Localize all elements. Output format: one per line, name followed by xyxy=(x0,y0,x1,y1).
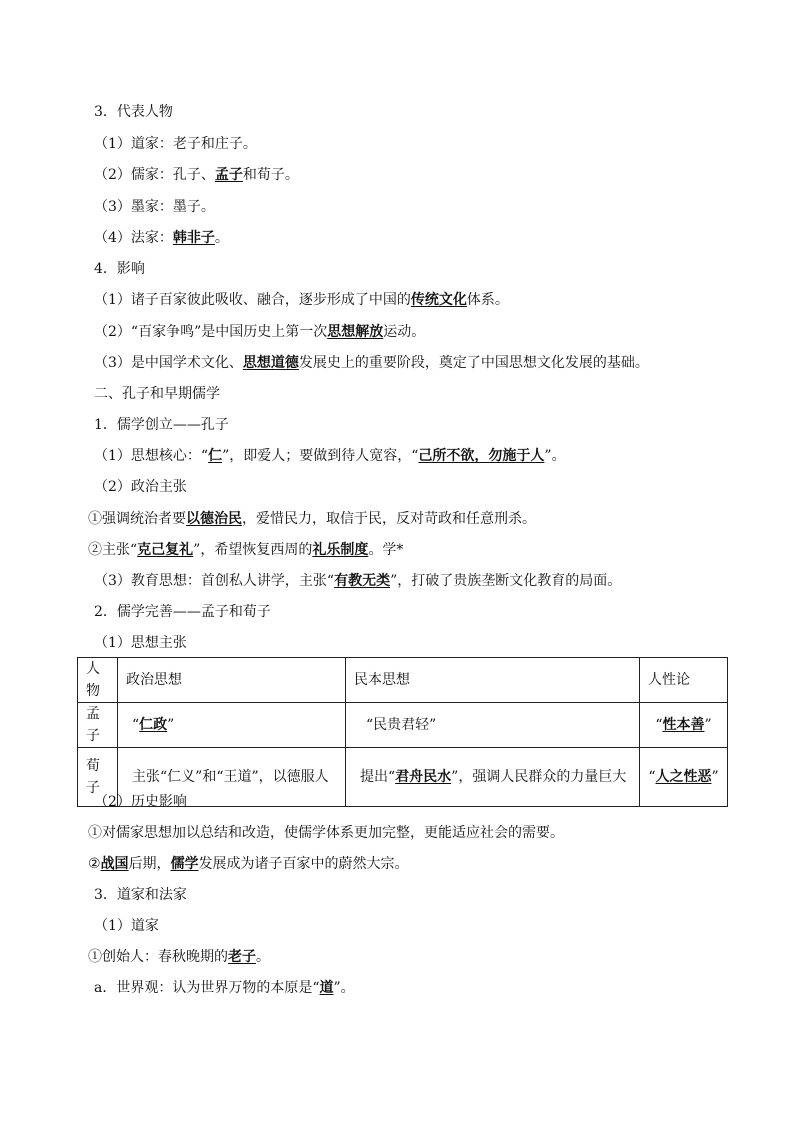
text-run: 1．儒学创立——孔子 xyxy=(94,417,229,433)
text-run: 2．儒学完善——孟子和荀子 xyxy=(94,604,271,620)
text-run: 后期， xyxy=(128,856,171,872)
text-run: ② xyxy=(88,856,101,872)
text-line xyxy=(94,353,649,373)
text-line xyxy=(94,602,271,622)
text-line xyxy=(94,322,425,342)
key-term: 礼乐制度 xyxy=(312,542,369,558)
text-run: 孟子 xyxy=(86,706,100,744)
text-run: 二、孔子和早期儒学 xyxy=(94,386,220,402)
table-header-cell: 人性论 xyxy=(640,658,728,703)
text-line xyxy=(94,259,145,279)
text-run: （3）墨家：墨子。 xyxy=(94,199,215,215)
text-run: 。 xyxy=(256,949,270,965)
key-term: 有教无类 xyxy=(334,573,391,589)
text-run: ” xyxy=(704,717,712,733)
key-term: 战国 xyxy=(100,856,129,872)
text-run: 提出“ xyxy=(360,769,396,785)
text-line xyxy=(94,197,215,217)
text-line xyxy=(94,633,187,653)
key-term: 己所不欲，勿施于人 xyxy=(418,448,545,464)
text-run: 。 xyxy=(214,230,229,246)
key-term: 人之性恶 xyxy=(655,769,712,785)
text-run: （2）历史影响 xyxy=(94,794,187,810)
text-run: （2）“百家争鸣”是中国历史上第一次 xyxy=(94,324,328,340)
table-row xyxy=(78,748,728,807)
text-run: （2）政治主张 xyxy=(94,479,187,495)
key-term: 孟子 xyxy=(214,167,243,183)
key-term: 仁 xyxy=(208,448,223,464)
text-line xyxy=(88,540,403,560)
text-line xyxy=(94,134,257,154)
text-line xyxy=(88,947,270,967)
text-run: “民贵君轻” xyxy=(366,717,437,733)
text-run: ”，即爱人；要做到待人宽容，“ xyxy=(222,448,419,464)
key-term: 性本善 xyxy=(662,717,705,733)
text-run: 3．道家和法家 xyxy=(94,887,187,903)
text-run: ”，强调人民群众的力量巨大 xyxy=(451,769,627,785)
table-header-cell: 政治思想 xyxy=(118,658,346,703)
text-run: 发展成为诸子百家中的蔚然大宗。 xyxy=(198,856,409,872)
text-run: ②主张“ xyxy=(88,542,138,558)
text-run: （1）思想主张 xyxy=(94,635,187,651)
text-line xyxy=(94,916,159,936)
key-term: 韩非子 xyxy=(172,230,215,246)
table-cell xyxy=(78,703,118,748)
text-run: ①对儒家思想加以总结和改造，使儒学体系更加完整，更能适应社会的需要。 xyxy=(88,825,564,841)
text-run: 体系。 xyxy=(466,292,509,308)
table-cell xyxy=(78,748,118,807)
text-run: “ xyxy=(648,769,656,785)
text-line xyxy=(88,854,409,874)
text-run: 4．影响 xyxy=(94,261,145,277)
table-cell xyxy=(640,748,728,807)
key-term: 道 xyxy=(319,980,334,996)
text-run: （1）思想核心：“ xyxy=(94,448,209,464)
text-line xyxy=(94,978,355,998)
text-run: ”。 xyxy=(544,448,566,464)
text-line xyxy=(94,290,509,310)
text-line xyxy=(94,885,187,905)
text-line xyxy=(94,571,621,591)
text-run: 和荀子。 xyxy=(242,167,299,183)
key-term: 以德治民 xyxy=(186,511,242,527)
text-run: ”。 xyxy=(333,980,355,996)
key-term: 思想解放 xyxy=(327,324,384,340)
key-term: 克己复礼 xyxy=(137,542,194,558)
text-line xyxy=(88,509,536,529)
text-run: 。学* xyxy=(368,542,404,558)
key-term: 老子 xyxy=(228,949,256,965)
text-run: “ xyxy=(132,717,140,733)
text-run: （3）是中国学术文化、 xyxy=(94,355,243,371)
text-line xyxy=(94,165,299,185)
text-run: 发展史上的重要阶段，奠定了中国思想文化发展的基础。 xyxy=(298,355,649,371)
text-line xyxy=(94,446,566,466)
key-term: 儒学 xyxy=(170,856,199,872)
text-run: （3）教育思想：首创私人讲学，主张“ xyxy=(94,573,335,589)
text-run: （1）道家：老子和庄子。 xyxy=(94,136,257,152)
table-row xyxy=(78,703,728,748)
text-run: ①创始人：春秋晚期的 xyxy=(88,949,228,965)
table-header-row xyxy=(78,658,728,703)
text-line xyxy=(94,415,229,435)
table-cell xyxy=(346,748,640,807)
text-run: （1）道家 xyxy=(94,918,159,934)
table-header-cell: 人物 xyxy=(78,658,118,703)
table-cell xyxy=(118,748,346,807)
text-run: 3．代表人物 xyxy=(94,104,173,120)
key-term: 仁政 xyxy=(139,717,168,733)
text-line xyxy=(88,823,564,843)
key-term: 思想道德 xyxy=(242,355,299,371)
text-run: 主张“仁义”和“王道”，以德服人 xyxy=(132,769,329,785)
text-run: （1）诸子百家彼此吸收、融合，逐步形成了中国的 xyxy=(94,292,411,308)
table-header-cell: 民本思想 xyxy=(346,658,640,703)
text-run: a．世界观：认为世界万物的本原是“ xyxy=(94,980,320,996)
text-line xyxy=(94,384,220,404)
text-line xyxy=(94,102,173,122)
text-run: “ xyxy=(655,717,663,733)
text-run: ”，希望恢复西周的 xyxy=(193,542,313,558)
confucian-thought-table xyxy=(77,657,728,807)
text-run: ①强调统治者要 xyxy=(88,511,186,527)
table-cell xyxy=(640,703,728,748)
key-term: 君舟民水 xyxy=(395,769,452,785)
text-line xyxy=(94,228,229,248)
text-run: 运动。 xyxy=(383,324,426,340)
table-cell xyxy=(346,703,640,748)
text-run: （4）法家： xyxy=(94,230,173,246)
text-run: 荀子 xyxy=(86,758,100,796)
text-run: （2）儒家：孔子、 xyxy=(94,167,215,183)
key-term: 传统文化 xyxy=(410,292,467,308)
text-line xyxy=(94,477,187,497)
table-cell xyxy=(118,703,346,748)
text-run: ” xyxy=(167,717,175,733)
text-run: ” xyxy=(711,769,719,785)
text-run: ”，打破了贵族垄断文化教育的局面。 xyxy=(390,573,622,589)
text-run: ，爱惜民力，取信于民，反对苛政和任意刑杀。 xyxy=(242,511,536,527)
